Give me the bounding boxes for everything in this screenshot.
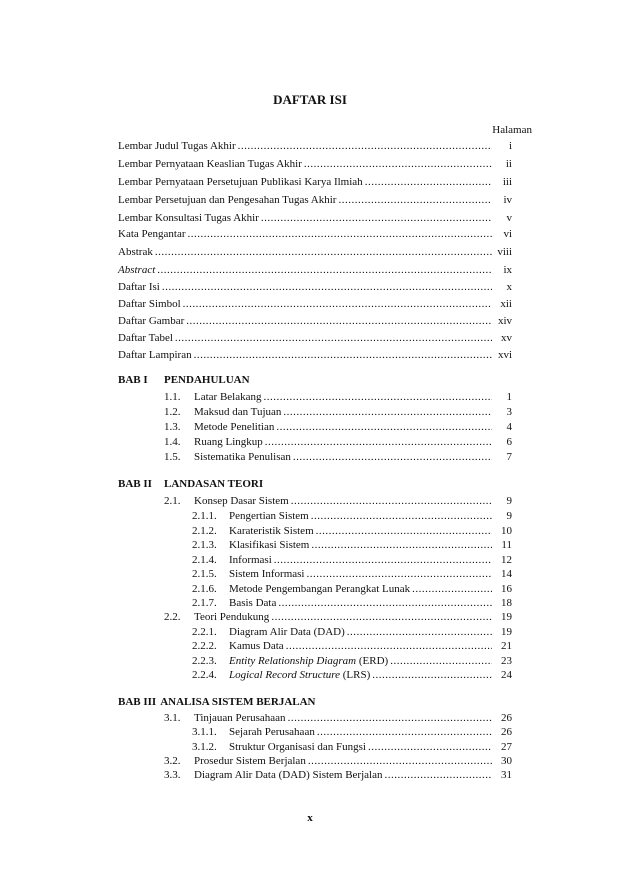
toc-row: Lembar Pernyataan Keaslian Tugas Akhir ..... ii [118,158,512,171]
toc-row: Daftar Tabel ..... xv [118,332,512,345]
toc-row: Abstract ..... ix [118,264,512,277]
toc-row: 1.4. Ruang Lingkup ..... 6 [164,436,512,449]
toc-row: Lembar Persetujuan dan Pengesahan Tugas Akhir ..... iv [118,194,512,207]
toc-row: 2.2.2. Kamus Data ..... 21 [192,640,512,653]
toc-row: 2.2.3. Entity Relationship Diagram (ERD) ..... 23 [192,655,512,668]
toc-row: 2.1.1. Pengertian Sistem ..... 9 [192,510,512,523]
page-title: DAFTAR ISI [273,92,347,107]
toc-row: 2.1.7. Basis Data ..... 18 [192,597,512,610]
chapter-heading: BAB I PENDAHULUAN [118,374,250,386]
toc-row: Abstrak ..... viii [118,246,512,259]
toc-row: 3.1. Tinjauan Perusahaan ..... 26 [164,712,512,725]
chapter-heading: BAB III ANALISA SISTEM BERJALAN [118,696,316,708]
toc-row: Lembar Konsultasi Tugas Akhir ..... v [118,212,512,225]
toc-row: 3.2. Prosedur Sistem Berjalan ..... 30 [164,755,512,768]
toc-row: 1.5. Sistematika Penulisan ..... 7 [164,451,512,464]
toc-row: 1.3. Metode Penelitian ..... 4 [164,421,512,434]
toc-row: 2.2.1. Diagram Alir Data (DAD) ..... 19 [192,626,512,639]
toc-row: 2.1.4. Informasi ..... 12 [192,554,512,567]
toc-row: Daftar Lampiran ..... xvi [118,349,512,362]
toc-row: Daftar Gambar ..... xiv [118,315,512,328]
toc-row: 1.2. Maksud dan Tujuan ..... 3 [164,406,512,419]
toc-row: 3.1.2. Struktur Organisasi dan Fungsi ..... 27 [192,741,512,754]
toc-row: 2.1.3. Klasifikasi Sistem ..... 11 [192,539,512,552]
toc-row: Daftar Isi ..... x [118,281,512,294]
page-number: x [307,812,313,824]
toc-row: 2.1.6. Metode Pengembangan Perangkat Lunak ..... 16 [192,583,512,596]
chapter-heading: BAB II LANDASAN TEORI [118,478,264,490]
toc-row: 2.2.4. Logical Record Structure (LRS) ..... 24 [192,669,512,682]
toc-row: 3.1.1. Sejarah Perusahaan ..... 26 [192,726,512,739]
toc-row: 2.1.5. Sistem Informasi ..... 14 [192,568,512,581]
toc-row: 3.3. Diagram Alir Data (DAD) Sistem Berjalan ..... 31 [164,769,512,782]
toc-row: 2.2. Teori Pendukung ..... 19 [164,611,512,624]
toc-row: Daftar Simbol ..... xii [118,298,512,311]
halaman-label: Halaman [492,124,532,136]
toc-row: Lembar Judul Tugas Akhir ..... i [118,140,512,153]
toc-row: 2.1.2. Karateristik Sistem ..... 10 [192,525,512,538]
toc-row: Kata Pengantar ..... vi [118,228,512,241]
toc-row: Lembar Pernyataan Persetujuan Publikasi Karya Ilmiah ..... iii [118,176,512,189]
toc-row: 2.1. Konsep Dasar Sistem ..... 9 [164,495,512,508]
toc-row: 1.1. Latar Belakang ..... 1 [164,391,512,404]
